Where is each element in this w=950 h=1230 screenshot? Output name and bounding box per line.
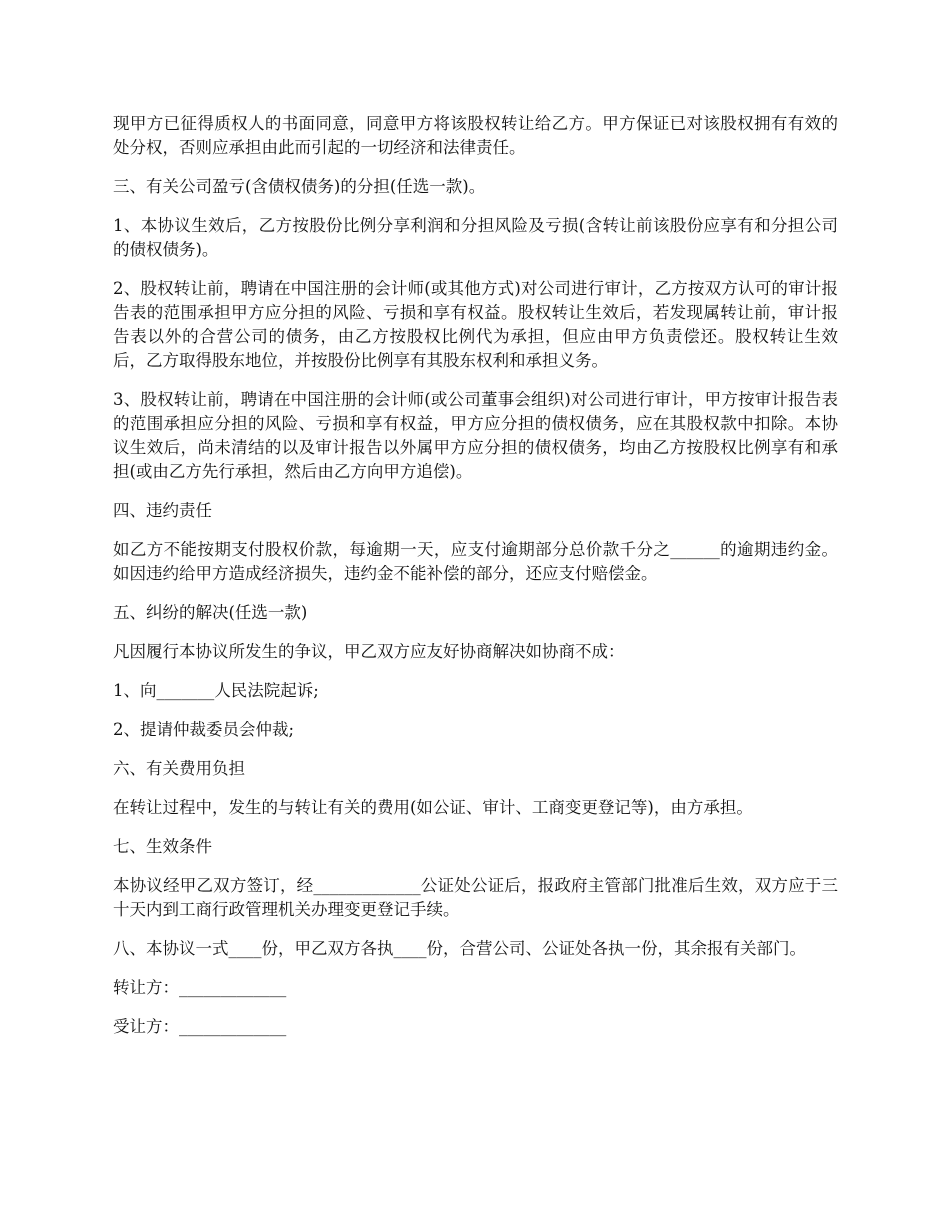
paragraph-option-3: 3、股权转让前，聘请在中国注册的会计师(或公司董事会组织)对公司进行审计，甲方按审计报告表的范围承担应分担的风险、亏损和享有权益，甲方应分担的债权债务，应在其股权款中扣除。本协议生效后，尚未清结的以及审计报告以外属甲方应分担的债权债务，均由乙方按股权比例享有和承担(或由乙方先行承担，然后由乙方向甲方追偿)。 bbox=[113, 390, 838, 481]
paragraph-late-payment: 如乙方不能按期支付股权价款，每逾期一天，应支付逾期部分总价款千分之______的逾期违约金。如因违约给甲方造成经济损失，违约金不能补偿的部分，还应支付赔偿金。 bbox=[113, 540, 838, 583]
paragraph-expenses: 在转让过程中，发生的与转让有关的费用(如公证、审计、工商变更登记等)，由方承担。 bbox=[113, 798, 753, 817]
paragraph-arbitration-option: 2、提请仲裁委员会仲裁; bbox=[113, 720, 295, 739]
signature-transferor: 转让方：_____________ bbox=[113, 978, 287, 997]
paragraph-dispute-intro: 凡因履行本协议所发生的争议，甲乙双方应友好协商解决如协商不成： bbox=[113, 642, 625, 661]
paragraph-effective-conditions: 本协议经甲乙双方签订，经_____________公证处公证后，报政府主管部门批准后生效，双方应于三十天内到工商行政管理机关办理变更登记手续。 bbox=[113, 876, 838, 919]
heading-effective-conditions: 七、生效条件 bbox=[113, 837, 212, 856]
signature-transferee: 受让方：_____________ bbox=[113, 1017, 287, 1036]
paragraph-option-2: 2、股权转让前，聘请在中国注册的会计师(或其他方式)对公司进行审计，乙方按双方认可的审计报告表的范围承担甲方应分担的风险、亏损和享有权益。股权转让生效后，若发现属转让前，审计报告表以外的合营公司的债务，由乙方按股权比例代为承担，但应由甲方负责偿还。股权转让生效后，乙方取得股东地位，并按股份比例享有其股东权利和承担义务。 bbox=[113, 279, 838, 370]
heading-profit-loss-sharing: 三、有关公司盈亏(含债权债务)的分担(任选一款)。 bbox=[113, 177, 486, 196]
paragraph-copies: 八、本协议一式____份，甲乙双方各执____份，合营公司、公证处各执一份，其余报有关部门。 bbox=[113, 939, 806, 958]
paragraph-pledge-consent: 现甲方已征得质权人的书面同意，同意甲方将该股权转让给乙方。甲方保证已对该股权拥有有效的处分权，否则应承担由此而引起的一切经济和法律责任。 bbox=[113, 114, 838, 157]
document-body bbox=[113, 112, 838, 1054]
heading-expenses: 六、有关费用负担 bbox=[113, 759, 245, 778]
heading-breach-liability: 四、违约责任 bbox=[113, 501, 212, 520]
heading-dispute-resolution: 五、纠纷的解决(任选一款) bbox=[113, 603, 308, 622]
paragraph-option-1: 1、本协议生效后，乙方按股份比例分享利润和分担风险及亏损(含转让前该股份应享有和分担公司的债权债务)。 bbox=[113, 216, 838, 259]
paragraph-court-option: 1、向_______人民法院起诉; bbox=[113, 681, 319, 700]
